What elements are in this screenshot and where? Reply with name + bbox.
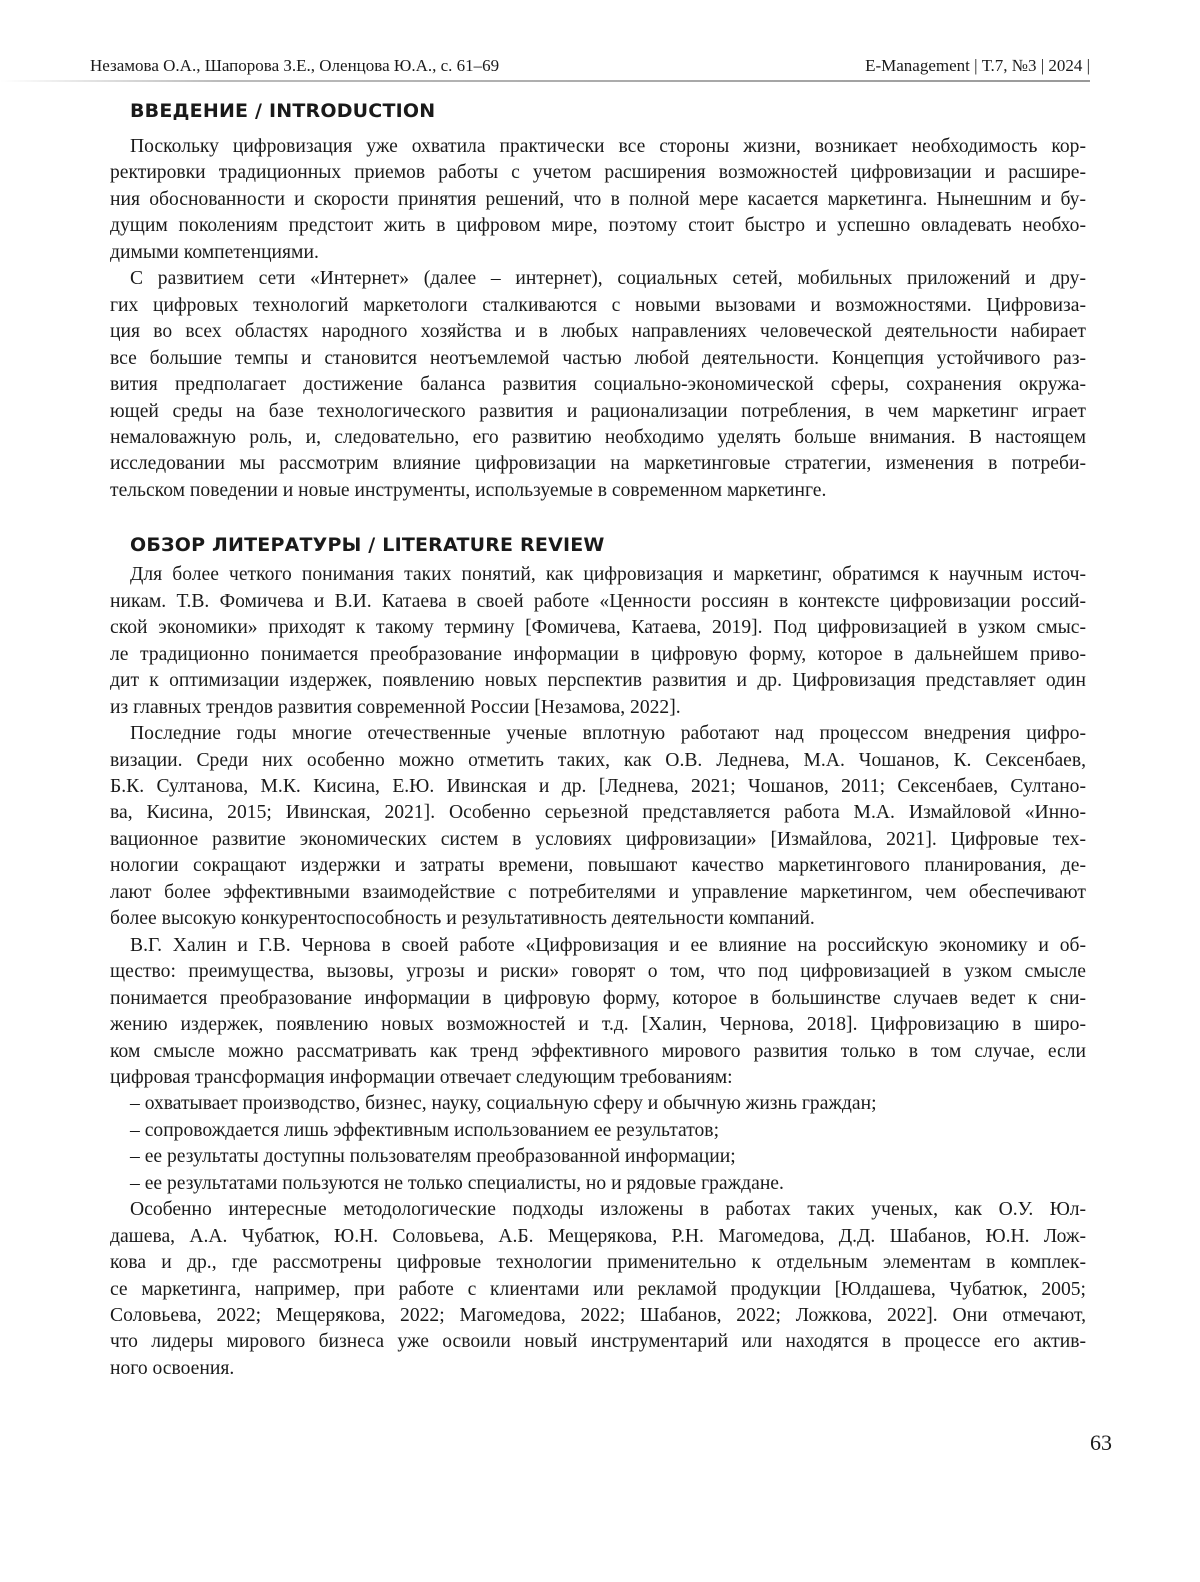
text-line: дущим поколениям предстоит жить в цифровом мире, поэтому стоит быстро и успешно овладевать необхо- [110, 213, 1086, 239]
text-line: ле традиционно понимается преобразование информации в цифровую форму, которое в дальнейшем приво- [110, 642, 1086, 668]
paragraph [110, 933, 1086, 1092]
list-item: – сопровождается лишь эффективным использованием ее результатов; [110, 1118, 1086, 1144]
header-journal: E-Management | Т.7, №3 | 2024 | [865, 56, 1090, 76]
text-line: димыми компетенциями. [110, 240, 1086, 266]
text-line: ва, Кисина, 2015; Ивинская, 2021]. Особенно серьезной представляется работа М.А. Измайловой «Инно- [110, 800, 1086, 826]
text-line: жению издержек, появлению новых возможностей и т.д. [Халин, Чернова, 2018]. Цифровизацию в широ- [110, 1012, 1086, 1038]
text-line: из главных трендов развития современной России [Незамова, 2022]. [110, 695, 1086, 721]
text-line: вационное развитие экономических систем в условиях цифровизации» [Измайлова, 2021]. Цифровые тех- [110, 827, 1086, 853]
text-line: Соловьева, 2022; Мещерякова, 2022; Магомедова, 2022; Шабанов, 2022; Ложкова, 2022]. Они отмечают, [110, 1303, 1086, 1329]
text-line: вития предполагает достижение баланса развития социально-экономической сферы, сохранения окружа- [110, 372, 1086, 398]
text-line: Особенно интересные методологические подходы изложены в работах таких ученых, как О.У. Юл- [110, 1197, 1086, 1223]
text-line: дит к оптимизации издержек, появлению новых перспектив развития и др. Цифровизация представляет один [110, 668, 1086, 694]
text-line: тельском поведении и новые инструменты, используемые в современном маркетинге. [110, 478, 1086, 504]
text-line: Последние годы многие отечественные ученые вплотную работают над процессом внедрения цифро- [110, 721, 1086, 747]
text-line: никам. Т.В. Фомичева и В.И. Катаева в своей работе «Ценности россиян в контексте цифровизации россий- [110, 589, 1086, 615]
paragraph [110, 1197, 1086, 1382]
text-line: се маркетинга, например, при работе с клиентами или рекламой продукции [Юлдашева, Чубатюк, 2005; [110, 1277, 1086, 1303]
header-authors: Незамова О.А., Шапорова З.Е., Оленцова Ю.А., с. 61–69 [90, 56, 499, 76]
text-line: Для более четкого понимания таких понятий, как цифровизация и маркетинг, обратимся к научным источ- [110, 562, 1086, 588]
text-line: понимается преобразование информации в цифровую форму, которое в большинстве случаев ведет к сни- [110, 986, 1086, 1012]
page-number: 63 [1090, 1430, 1112, 1456]
text-line: ком смысле можно рассматривать как тренд эффективного мирового развития только в том случае, если [110, 1039, 1086, 1065]
text-line: что лидеры мирового бизнеса уже освоили новый инструментарий или находятся в процессе его актив- [110, 1329, 1086, 1355]
text-line: ного освоения. [110, 1356, 1086, 1382]
running-header [90, 56, 1090, 76]
text-line: лают более эффективными взаимодействие с потребителями и управление маркетингом, чем обеспечивают [110, 880, 1086, 906]
text-line: цифровая трансформация информации отвечает следующим требованиям: [110, 1065, 1086, 1091]
list-item: – охватывает производство, бизнес, науку, социальную сферу и обычную жизнь граждан; [110, 1091, 1086, 1117]
paragraph [110, 721, 1086, 933]
text-line: ской экономики» приходят к такому термину [Фомичева, Катаева, 2019]. Под цифровизацией в узком смыс- [110, 615, 1086, 641]
text-line: Б.К. Султанова, М.К. Кисина, Е.Ю. Ивинская и др. [Леднева, 2021; Чошанов, 2011; Сексенбаев, Султано- [110, 774, 1086, 800]
text-line: визации. Среди них особенно можно отметить таких, как О.В. Леднева, М.А. Чошанов, К. Сексенбаев, [110, 748, 1086, 774]
header-rule [0, 80, 1090, 82]
text-line: немаловажную роль, и, следовательно, его развитию необходимо уделять больше внимания. В настоящем [110, 425, 1086, 451]
paragraph [110, 266, 1086, 504]
text-line: ющей среды на базе технологического развития и рационализации потребления, в чем маркетинг играет [110, 399, 1086, 425]
list-item: – ее результаты доступны пользователям преобразованной информации; [110, 1144, 1086, 1170]
text-line: В.Г. Халин и Г.В. Чернова в своей работе «Цифровизация и ее влияние на российскую экономику и об- [110, 933, 1086, 959]
text-line: ректировки традиционных приемов работы с учетом расширения возможностей цифровизации и расшире- [110, 160, 1086, 186]
paragraph [110, 562, 1086, 721]
section-heading: ОБЗОР ЛИТЕРАТУРЫ / LITERATURE REVIEW [130, 530, 1086, 560]
text-line: исследовании мы рассмотрим влияние цифровизации на маркетинговые стратегии, изменения в потреби- [110, 451, 1086, 477]
list-item: – ее результатами пользуются не только специалисты, но и рядовые граждане. [110, 1171, 1086, 1197]
bullet-list [110, 1091, 1086, 1197]
text-line: ния обоснованности и скорости принятия решений, что в полной мере касается маркетинга. Нынешним и бу- [110, 187, 1086, 213]
text-line: более высокую конкурентоспособность и результативность деятельности компаний. [110, 906, 1086, 932]
text-line: все большие темпы и становится неотъемлемой частью любой деятельности. Концепция устойчивого раз- [110, 346, 1086, 372]
section-heading: ВВЕДЕНИЕ / INTRODUCTION [130, 96, 1086, 126]
text-line: С развитием сети «Интернет» (далее – интернет), социальных сетей, мобильных приложений и дру- [110, 266, 1086, 292]
paragraph [110, 134, 1086, 266]
text-line: кова и др., где рассмотрены цифровые технологии применительно к отдельным элементам в комплек- [110, 1250, 1086, 1276]
text-line: Поскольку цифровизация уже охватила практически все стороны жизни, возникает необходимость кор- [110, 134, 1086, 160]
text-line: дашева, А.А. Чубатюк, Ю.Н. Соловьева, А.Б. Мещерякова, Р.Н. Магомедова, Д.Д. Шабанов, Ю.Н. Лож- [110, 1224, 1086, 1250]
text-line: щество: преимущества, вызовы, угрозы и риски» говорят о том, что под цифровизацией в узком смысле [110, 959, 1086, 985]
text-line: гих цифровых технологий маркетологи сталкиваются с новыми вызовами и возможностями. Цифровиза- [110, 293, 1086, 319]
text-line: ция во всех областях народного хозяйства и в любых направлениях человеческой деятельности набирает [110, 319, 1086, 345]
article-body [110, 96, 1086, 1382]
text-line: нологии сокращают издержки и затраты времени, повышают качество маркетингового планирования, де- [110, 853, 1086, 879]
